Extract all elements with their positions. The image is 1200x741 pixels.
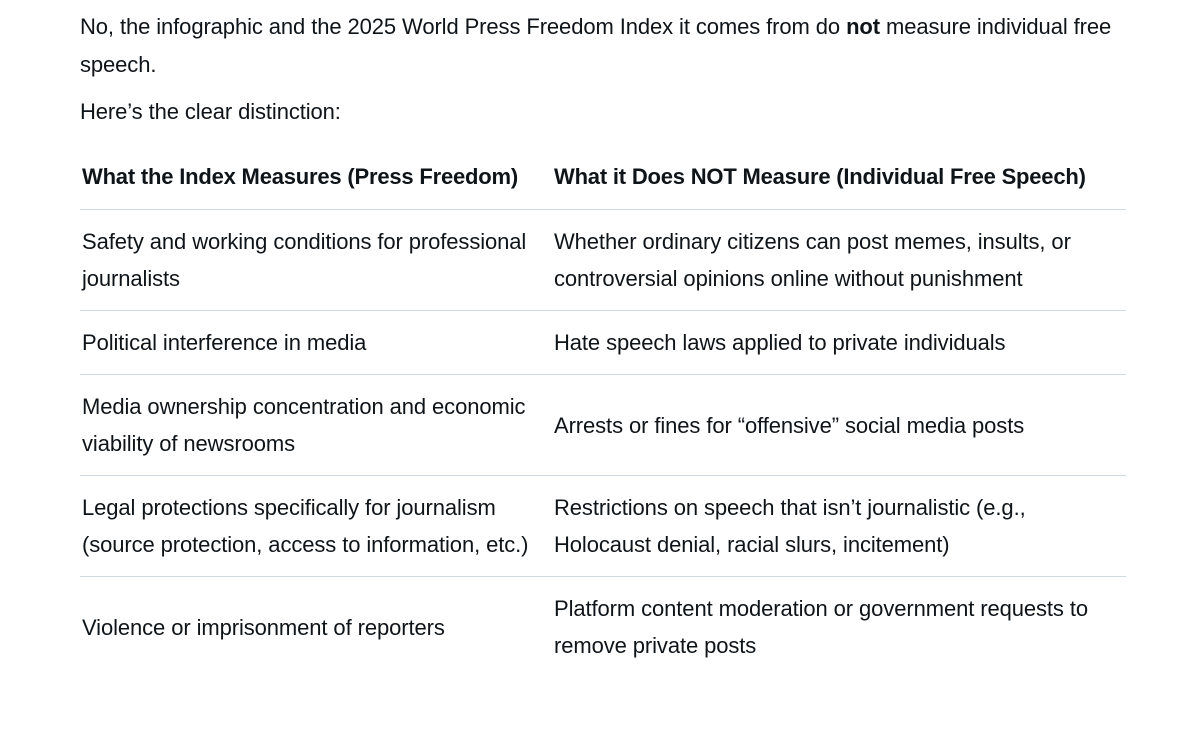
comparison-table [80, 151, 1126, 664]
table-cell-measures: Violence or imprisonment of reporters [82, 614, 445, 640]
table-cell-not-measured: Whether ordinary citizens can post memes, insults, or controversial opinions online without punishment [554, 210, 1126, 311]
response-content [80, 8, 1126, 664]
table-cell-not-measured: Platform content moderation or government requests to remove private posts [554, 596, 1088, 658]
intro-text-start: No, the infographic and the 2025 World Press Freedom Index it comes from do [80, 14, 847, 39]
table-cell-not-measured: Arrests or fines for “offensive” social media posts [554, 375, 1126, 476]
intro-paragraph [80, 8, 1126, 84]
table-cell-measures: Legal protections specifically for journalism (source protection, access to information, etc.) [80, 476, 554, 577]
intro-text-end: measure individual free speech. [80, 14, 1112, 77]
table-cell-not-measured: Restrictions on speech that isn’t journalistic (e.g., Holocaust denial, racial slurs, incitement) [554, 476, 1126, 577]
table-row [80, 311, 1126, 375]
table-row [80, 577, 1126, 665]
distinction-paragraph: Here’s the clear distinction: [80, 99, 341, 124]
table-row [80, 375, 1126, 476]
table-header-row [80, 151, 1126, 210]
table-cell-not-measured: Hate speech laws applied to private individuals [554, 311, 1126, 375]
table-cell-measures: Safety and working conditions for professional journalists [80, 210, 554, 311]
table-row [80, 476, 1126, 577]
intro-emphasis: not [846, 14, 880, 39]
table-cell-measures: Political interference in media [80, 311, 554, 375]
header-does-not-measure: What it Does NOT Measure (Individual Free Speech) [554, 151, 1126, 210]
header-measures: What the Index Measures (Press Freedom) [80, 151, 554, 210]
table-row [80, 210, 1126, 311]
table-cell-measures: Media ownership concentration and economic viability of newsrooms [80, 375, 554, 476]
